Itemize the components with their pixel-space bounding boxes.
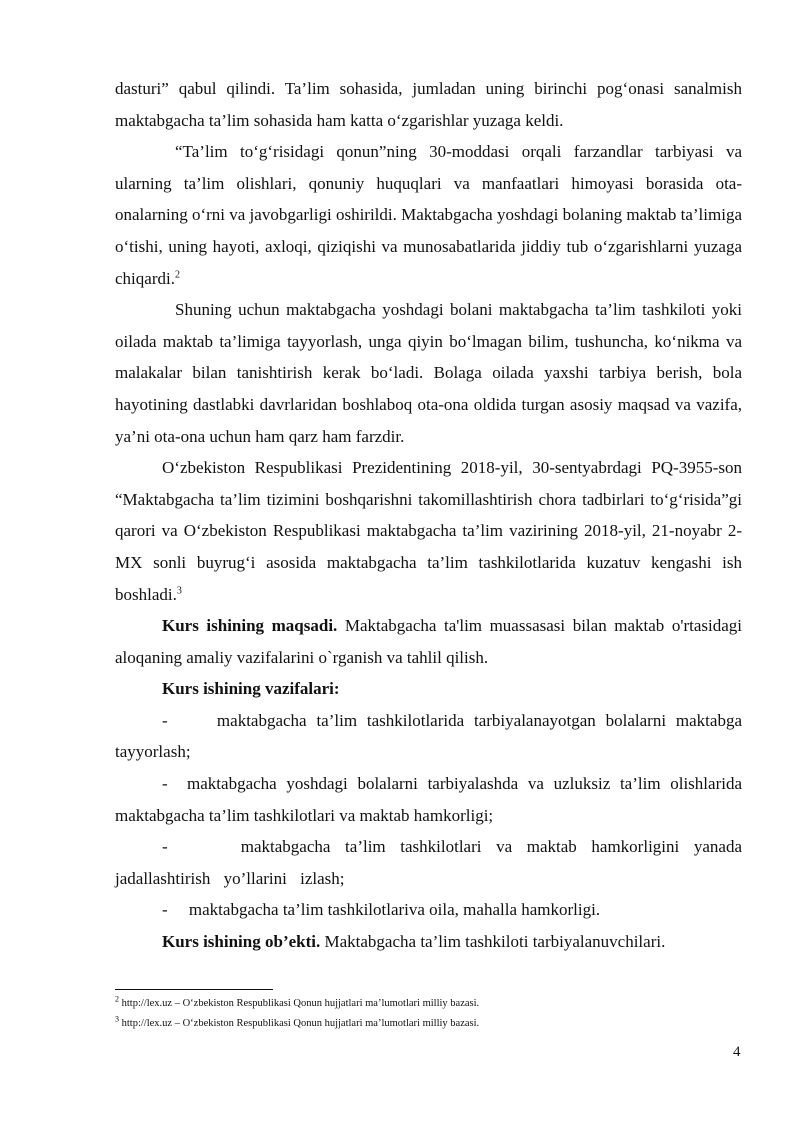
- paragraph-2-text: “Ta’lim to‘g‘risidagi qonun”ning 30-moddasi orqali farzandlar tarbiyasi va ularning ta’lim olishlari, qonuniy huquqlari va manfaatlari himoyasi borasida ota-onalarning o‘rni va javobgarligi oshirildi. Maktabgacha yoshdagi bolaning maktab ta’limiga o‘tishi, uning hayoti, axloqi, qiziqishi va munosabatlarida jiddiy tub o‘zgarishlarni yuzaga chiqardi.: [115, 142, 742, 288]
- paragraph-2: [115, 136, 742, 294]
- task-item: - maktabgacha ta’lim tashkilotlari va maktab hamkorligini yanada jadallashtirish yo’llarini izlash;: [115, 837, 756, 888]
- aim-text: Maktabgacha ta'lim muassasasi bilan maktab o'rtasidagi aloqaning amaliy vazifalarini o`rganish va tahlil qilish.: [115, 616, 742, 667]
- footnote: [115, 994, 755, 1014]
- body-text: [115, 73, 756, 958]
- paragraph-4: [115, 452, 742, 610]
- footnote-ref-3: 3: [176, 584, 182, 596]
- object-text: Maktabgacha ta’lim tashkiloti tarbiyalanuvchilari.: [320, 932, 666, 952]
- footnote-separator: [115, 989, 273, 990]
- paragraph-1: dasturi” qabul qilindi. Ta’lim sohasida, jumladan uning birinchi pog‘onasi sanalmish maktabgacha ta’lim sohasida ham katta o‘zgarishlar yuzaga keldi.: [115, 79, 742, 130]
- tasks-label: Kurs ishining vazifalari:: [162, 679, 340, 699]
- footnote-ref-2: 2: [174, 268, 180, 280]
- page-number: 4: [733, 1044, 741, 1060]
- footnote-number: 3: [115, 1014, 119, 1024]
- footnotes: [115, 994, 755, 1034]
- footnote: [115, 1014, 755, 1034]
- paragraph-4-text: O‘zbekiston Respublikasi Prezidentining 2018-yil, 30-sentyabrdagi PQ-3955-son “Maktabgacha ta’lim tizimini boshqarishni takomillashtirish chora tadbirlari to‘g‘risida”gi qarori va O‘zbekiston Respublikasi maktabgacha ta’lim vazirining 2018-yil, 21-noyabr 2-MX sonli buyrug‘i asosida maktabgacha ta’lim tashkilotlarida kuzatuv kengashi ish boshladi.: [115, 458, 742, 604]
- task-item: - maktabgacha ta’lim tashkilotlarida tarbiyalanayotgan bolalarni maktabga tayyorlash;: [115, 710, 747, 762]
- object-paragraph: [115, 926, 742, 958]
- footnote-number: 2: [115, 994, 119, 1004]
- aim-paragraph: [115, 610, 742, 673]
- paragraph-3: Shuning uchun maktabgacha yoshdagi bolani maktabgacha ta’lim tashkiloti yoki oilada maktab ta’limiga tayyorlash, unga qiyin bo‘lmagan bilim, tushuncha, ko‘nikma va malakalar bilan tanishtirish kerak bo‘ladi. Bolaga oilada yaxshi tarbiya berish, bola hayotining dastlabki davrlaridan boshlaboq ota-ona oldida turgan asosiy maqsad va vazifa, ya’ni ota-ona uchun ham qarz ham farzdir.: [115, 300, 742, 446]
- task-item: - maktabgacha ta’lim tashkilotlariva oila, mahalla hamkorligi.: [162, 900, 601, 920]
- footnote-text: http://lex.uz – O‘zbekiston Respublikasi Qonun hujjatlari ma’lumotlari milliy bazasi.: [119, 998, 480, 1009]
- tasks-heading: [115, 673, 742, 705]
- object-label: Kurs ishining ob’ekti.: [162, 932, 321, 952]
- aim-label: Kurs ishining maqsadi.: [162, 616, 338, 636]
- task-item: - maktabgacha yoshdagi bolalarni tarbiyalashda va uzluksiz ta’lim olishlarida maktabgacha ta’lim tashkilotlari va maktab hamkorligi;: [115, 774, 747, 825]
- footnote-text: http://lex.uz – O‘zbekiston Respublikasi Qonun hujjatlari ma’lumotlari milliy bazasi.: [119, 1018, 480, 1029]
